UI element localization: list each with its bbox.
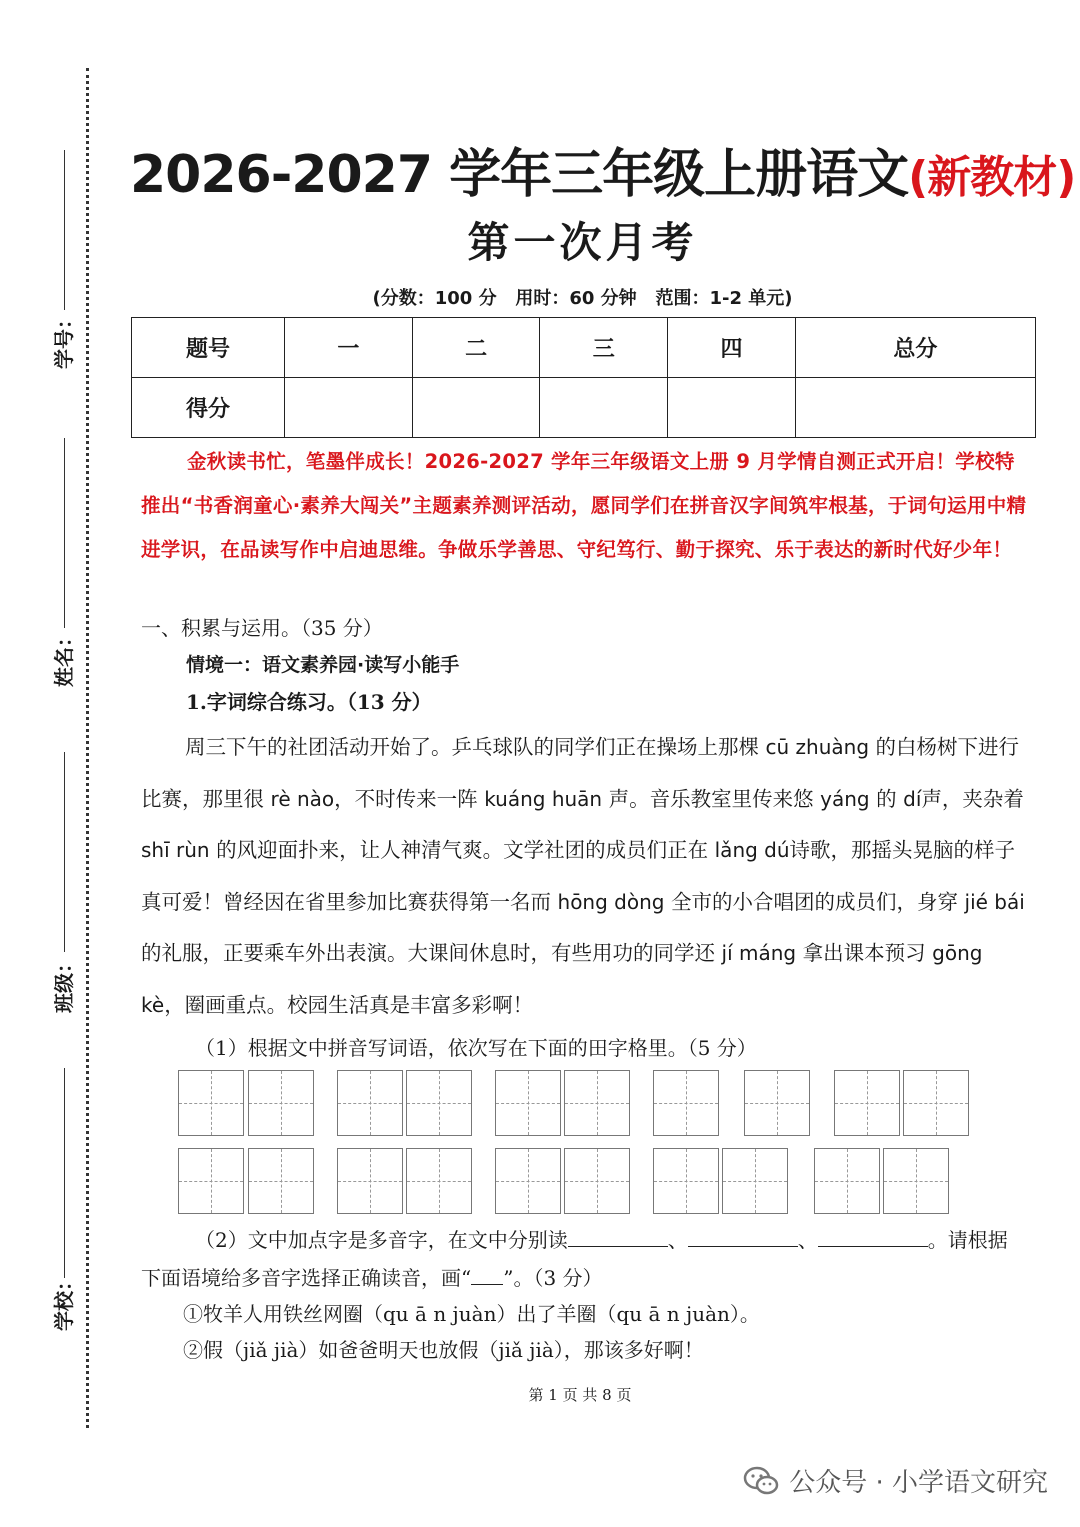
passage-text: 声，夹杂着: [921, 786, 1024, 811]
score-table: [131, 317, 1036, 438]
exam-meta: (分数：100 分 用时：60 分钟 范围：1-2 单元): [372, 288, 793, 309]
q1-2-text-b: 。请根据: [927, 1228, 1008, 1252]
passage-text: 的礼服，正要乘车外出表演。大课间休息时，有些用功的同学还: [141, 941, 722, 965]
pinyin-word: lǎng dú: [714, 838, 790, 862]
tianzige-cell[interactable]: [178, 1070, 244, 1136]
section-heading: 一、积累与运用。（35 分）: [141, 616, 383, 640]
watermark-text: 公众号 · 小学语文研究: [789, 1468, 1048, 1498]
score-cell[interactable]: [668, 378, 796, 438]
polyphone-item-2: ②假（jiǎ jià）如爸爸明天也放假（jiǎ jià），那该多好啊！: [183, 1338, 704, 1362]
tianzige-cell[interactable]: [834, 1070, 900, 1136]
tianzige-cell[interactable]: [883, 1148, 949, 1214]
tianzige-cell[interactable]: [178, 1148, 244, 1214]
tianzige-cell[interactable]: [653, 1070, 719, 1136]
score-header-cell: 一: [285, 318, 413, 378]
xuexiao-label: 学校：: [52, 1271, 76, 1331]
tianzige-cell[interactable]: [248, 1148, 314, 1214]
q1-2-text-d: ”。（3 分）: [503, 1266, 603, 1290]
page-footer: 第 1 页 共 8 页: [528, 1386, 632, 1404]
pinyin-word: dí: [903, 786, 922, 811]
xuexiao-rule: [64, 1068, 65, 1278]
tianzige-cell[interactable]: [564, 1148, 630, 1214]
pinyin-word: yáng: [820, 786, 870, 811]
tianzige-cell[interactable]: [903, 1070, 969, 1136]
underline-sample: [471, 1270, 503, 1285]
tianzige-cell[interactable]: [406, 1070, 472, 1136]
reading-passage: [141, 722, 1026, 1031]
tianzige-cell[interactable]: [744, 1070, 810, 1136]
passage-text: 的风迎面扑来，让人神清气爽。文学社团的成员们正在: [209, 838, 715, 862]
score-header-cell: 总分: [795, 318, 1035, 378]
passage-text: 声。音乐教室里传来悠: [602, 786, 821, 811]
page-title: [130, 132, 1076, 207]
passage-text: 周三下午的社团活动开始了。乒乓球队的同学们正在操场上那棵: [185, 735, 766, 759]
tianzige-cell[interactable]: [814, 1148, 880, 1214]
tianzige-cell[interactable]: [337, 1070, 403, 1136]
title-main: 2026-2027 学年三年级上册语文: [130, 145, 909, 205]
pinyin-word: gōng kè: [141, 941, 983, 1017]
passage-text: 的白杨树下进行比赛，那里很: [141, 735, 1020, 811]
answer-blank[interactable]: [688, 1228, 798, 1247]
q1-2-text-c: 下面语境给多音字选择正确读音，画“: [141, 1266, 472, 1290]
question-1-2: [195, 1224, 1008, 1253]
passage-text: ，圈画重点。校园生活真是丰富多彩啊！: [164, 992, 534, 1017]
passage-text: 全市的小合唱团的成员们，身穿: [664, 889, 965, 914]
q1-2-sep: 、: [797, 1228, 818, 1252]
tianzige-cell[interactable]: [495, 1070, 561, 1136]
question-1-1: （1）根据文中拼音写词语，依次写在下面的田字格里。（5 分）: [195, 1036, 757, 1060]
pinyin-word: kuáng huān: [484, 786, 603, 811]
xingming-rule: [64, 438, 65, 628]
score-header-cell: 三: [540, 318, 668, 378]
context-heading: 情境一：语文素养园·读写小能手: [186, 654, 460, 676]
score-header-cell: 题号: [132, 318, 285, 378]
banji-label: 班级：: [52, 953, 76, 1013]
score-cell[interactable]: [285, 378, 413, 438]
passage-text: ，不时传来一阵: [334, 786, 485, 811]
score-header-row: [132, 318, 1036, 378]
pinyin-word: rè nào: [270, 786, 335, 811]
intro-paragraph: 金秋读书忙，笔墨伴成长！2026-2027 学年三年级语文上册 9 月学情自测正式开启！学校特推出“书香润童心·素养大闯关”主题素养测评活动，愿同学们在拼音汉字间筑牢根基，于词句运用中精进学识，在品读写作中启迪思维。争做乐学善思、守纪笃行、勤于探究、乐于表达的新时代好少年！: [141, 450, 1027, 561]
watermark: [743, 1462, 1048, 1499]
tianzige-cell[interactable]: [406, 1148, 472, 1214]
passage-text: 诗歌，那摇头晃脑的样子真可爱！曾经因在省里参加比赛获得第一名而: [141, 838, 1016, 914]
pinyin-word: hōng dòng: [557, 889, 665, 914]
passage-text: 拿出课本预习: [796, 941, 933, 965]
banji-rule: [64, 752, 65, 952]
score-header-cell: 四: [668, 318, 796, 378]
binding-dotted-line: [86, 68, 89, 1428]
page-subtitle: 第一次月考: [467, 218, 698, 267]
score-value-row: [132, 378, 1036, 438]
score-cell[interactable]: [412, 378, 540, 438]
xuehao-label: 学号：: [52, 309, 76, 369]
tianzige-cell[interactable]: [564, 1070, 630, 1136]
passage-text: 的: [869, 786, 904, 811]
question-1-2-cont: [141, 1262, 603, 1291]
tianzige-cell[interactable]: [337, 1148, 403, 1214]
q1-2-sep: 、: [667, 1228, 688, 1252]
polyphone-item-1: ①牧羊人用铁丝网圈（qu ā n juàn）出了羊圈（qu ā n juàn）。: [183, 1302, 760, 1326]
pinyin-word: jí máng: [721, 941, 797, 965]
tianzige-cell[interactable]: [248, 1070, 314, 1136]
pinyin-word: jié bái: [964, 889, 1025, 914]
question-title: 1.字词综合练习。（13 分）: [186, 690, 432, 714]
answer-blank[interactable]: [568, 1228, 668, 1247]
tianzige-cell[interactable]: [495, 1148, 561, 1214]
score-row-label: 得分: [132, 378, 285, 438]
xingming-label: 姓名：: [52, 627, 76, 687]
score-header-cell: 二: [412, 318, 540, 378]
wechat-icon: [743, 1466, 779, 1496]
score-cell[interactable]: [795, 378, 1035, 438]
answer-blank[interactable]: [818, 1228, 928, 1247]
q1-2-text-a: （2）文中加点字是多音字，在文中分别读: [195, 1228, 568, 1252]
tianzige-cell[interactable]: [653, 1148, 719, 1214]
pinyin-word: shī rùn: [141, 838, 210, 862]
tianzige-cell[interactable]: [722, 1148, 788, 1214]
score-cell[interactable]: [540, 378, 668, 438]
title-new-textbook: (新教材): [908, 152, 1076, 203]
pinyin-word: cū zhuàng: [765, 735, 870, 759]
xuehao-rule: [64, 150, 65, 310]
